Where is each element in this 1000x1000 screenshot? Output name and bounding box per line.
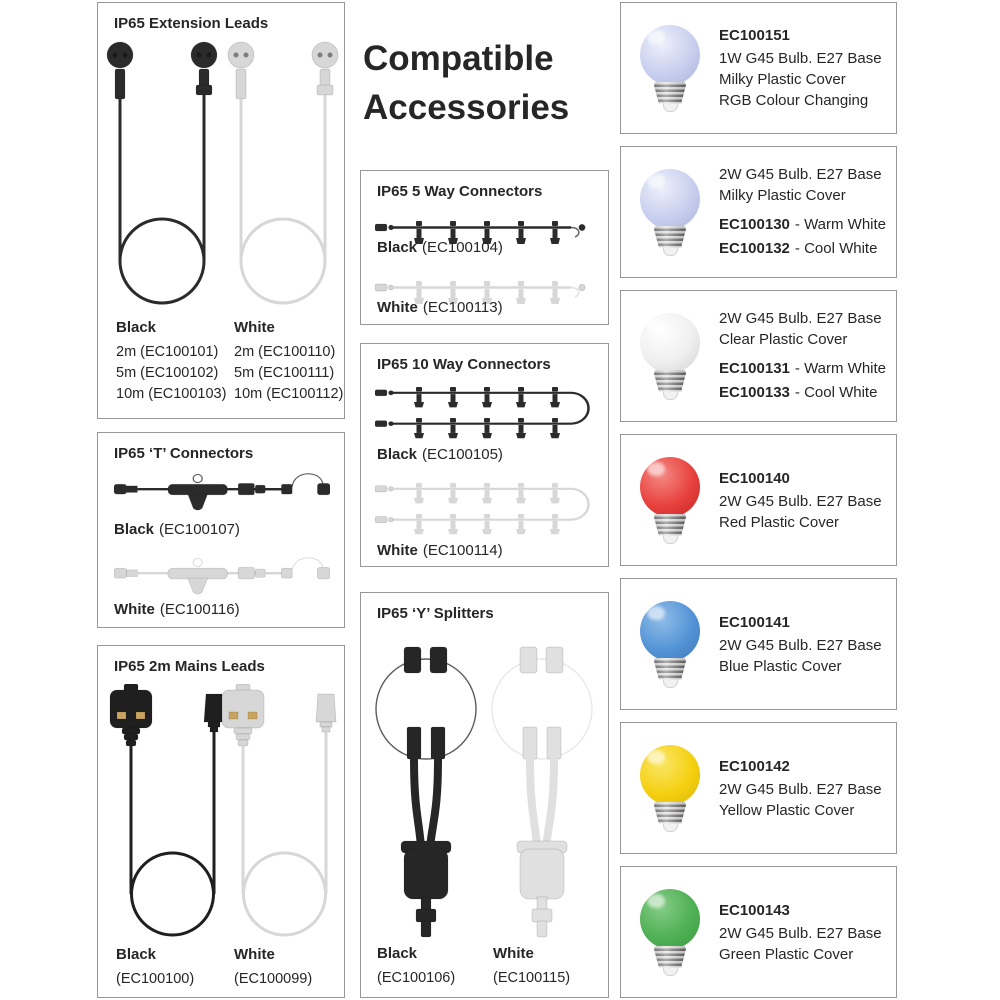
variant-label: White: [377, 299, 418, 316]
variant-label: Black: [377, 945, 418, 962]
bulb-tip: [663, 391, 678, 400]
ten-way-white-illustration: [375, 476, 595, 536]
bulb-screw-base: [654, 226, 686, 248]
code-item: 5m (EC100111): [234, 365, 335, 381]
variant-line: [377, 299, 503, 316]
y-splitters-card: [360, 592, 609, 998]
variant-code: (EC100105): [422, 446, 503, 463]
product-option: EC100132 - Cool White: [719, 239, 878, 257]
bulb-card-red: [620, 434, 897, 566]
variant-label: White: [234, 319, 275, 336]
bulb-card-milky-2w: [620, 146, 897, 278]
product-desc: 2W G45 Bulb. E27 Base: [719, 636, 882, 654]
code-item: 5m (EC100102): [116, 365, 219, 381]
variant-code: (EC100104): [422, 239, 503, 256]
bulb-screw-base: [654, 82, 686, 104]
product-code: EC100143: [719, 901, 790, 919]
product-desc: Green Plastic Cover: [719, 945, 854, 963]
extension-leads-illustration: [98, 39, 346, 311]
variant-line: [114, 521, 240, 538]
bulb-screw-base: [654, 658, 686, 680]
bulb-image: [637, 745, 703, 832]
product-code: EC100131: [719, 359, 790, 377]
variant-label: White: [234, 946, 275, 963]
product-option: EC100133 - Cool White: [719, 383, 878, 401]
variant-code: (EC100100): [116, 971, 195, 987]
bulb-image: [637, 889, 703, 976]
bulb-screw-base: [654, 946, 686, 968]
variant-label: Black: [116, 946, 157, 963]
y-splitter-white-illustration: [487, 635, 597, 941]
bulb-screw-base: [654, 514, 686, 536]
product-desc: Blue Plastic Cover: [719, 657, 842, 675]
variant-label: White: [493, 945, 534, 962]
product-code: EC100151: [719, 27, 790, 44]
bulb-screw-base: [654, 370, 686, 392]
variant-line: [377, 542, 503, 559]
mains-white-code: [234, 946, 312, 990]
card-title: IP65 10 Way Connectors: [377, 356, 551, 373]
bulb-globe: [640, 169, 700, 229]
variant-code: (EC100114): [422, 542, 503, 559]
bulb-cards-column: [620, 2, 897, 998]
bulb-tip: [663, 535, 678, 544]
y-splitter-black-code: [377, 945, 455, 989]
extension-leads-black-codes: [116, 319, 226, 405]
variant-line: [114, 601, 240, 618]
bulb-card-green: [620, 866, 897, 998]
page-title: [363, 34, 569, 132]
extension-leads-white-codes: [234, 319, 343, 405]
product-desc: Clear Plastic Cover: [719, 330, 848, 348]
product-desc: Yellow Plastic Cover: [719, 801, 855, 819]
bulb-tip: [663, 823, 678, 832]
product-code: EC100141: [719, 613, 790, 631]
bulb-globe: [640, 313, 700, 373]
mains-leads-illustration: [98, 684, 346, 938]
bulb-tip: [663, 967, 678, 976]
bulb-tip: [663, 679, 678, 688]
variant-code: (EC100115): [493, 970, 571, 986]
product-desc: 1W G45 Bulb. E27 Base: [719, 50, 882, 67]
card-title: IP65 ‘T’ Connectors: [114, 445, 254, 462]
product-desc: 2W G45 Bulb. E27 Base: [719, 924, 882, 942]
ten-way-black-illustration: [375, 380, 595, 440]
bulb-image: [637, 457, 703, 544]
code-item: 10m (EC100112): [234, 386, 344, 402]
variant-label: Black: [116, 319, 157, 336]
y-splitter-white-code: [493, 945, 570, 989]
mains-black-code: [116, 946, 194, 990]
product-code: EC100130: [719, 215, 790, 233]
y-splitter-black-illustration: [371, 635, 481, 941]
bulb-card-rgb: [620, 2, 897, 134]
variant-label: White: [114, 601, 155, 618]
product-desc: Red Plastic Cover: [719, 513, 840, 531]
t-connectors-card: [97, 432, 345, 628]
bulb-card-clear-2w: [620, 290, 897, 422]
card-title: IP65 5 Way Connectors: [377, 183, 543, 200]
bulb-card-yellow: [620, 722, 897, 854]
card-title: IP65 ‘Y’ Splitters: [377, 605, 494, 622]
page-title-line1: Compatible: [363, 39, 554, 78]
product-code: EC100132: [719, 239, 790, 257]
code-item: 2m (EC100101): [116, 344, 219, 360]
t-connector-white-illustration: [114, 551, 330, 597]
bulb-card-blue: [620, 578, 897, 710]
product-desc: Milky Plastic Cover: [719, 186, 846, 204]
page-title-line2: Accessories: [363, 88, 570, 127]
bulb-globe: [640, 457, 700, 517]
variant-label: White: [377, 542, 418, 559]
product-option: EC100130 - Warm White: [719, 215, 887, 233]
product-desc: RGB Colour Changing: [719, 92, 869, 109]
product-code: EC100133: [719, 383, 790, 401]
variant-line: [377, 239, 503, 256]
variant-code: (EC100106): [377, 970, 456, 986]
variant-label: Black: [377, 446, 418, 463]
bulb-globe: [640, 25, 700, 85]
bulb-image: [637, 169, 703, 256]
bulb-globe: [640, 889, 700, 949]
mains-leads-card: [97, 645, 345, 998]
bulb-globe: [640, 745, 700, 805]
variant-code: (EC100099): [234, 971, 313, 987]
variant-label: Black: [114, 521, 155, 538]
product-desc: 2W G45 Bulb. E27 Base: [719, 780, 882, 798]
five-way-connectors-card: [360, 170, 609, 325]
product-code: EC100142: [719, 757, 790, 775]
product-desc: 2W G45 Bulb. E27 Base: [719, 309, 882, 327]
bulb-image: [637, 25, 703, 112]
bulb-tip: [663, 247, 678, 256]
code-item: 10m (EC100103): [116, 386, 227, 402]
extension-leads-card: [97, 2, 345, 419]
product-code: EC100140: [719, 469, 790, 487]
bulb-image: [637, 601, 703, 688]
bulb-image: [637, 313, 703, 400]
card-title: IP65 2m Mains Leads: [114, 658, 265, 675]
product-desc: Milky Plastic Cover: [719, 71, 846, 88]
product-option: EC100131 - Warm White: [719, 359, 887, 377]
bulb-tip: [663, 103, 678, 112]
product-desc: 2W G45 Bulb. E27 Base: [719, 165, 882, 183]
variant-code: (EC100113): [422, 299, 503, 316]
product-desc: 2W G45 Bulb. E27 Base: [719, 492, 882, 510]
variant-code: (EC100107): [159, 521, 240, 538]
card-title: IP65 Extension Leads: [114, 15, 269, 32]
t-connector-black-illustration: [114, 467, 330, 513]
bulb-screw-base: [654, 802, 686, 824]
variant-line: [377, 446, 503, 463]
variant-code: (EC100116): [159, 601, 240, 618]
variant-label: Black: [377, 239, 418, 256]
bulb-globe: [640, 601, 700, 661]
ten-way-connectors-card: [360, 343, 609, 567]
code-item: 2m (EC100110): [234, 344, 336, 360]
